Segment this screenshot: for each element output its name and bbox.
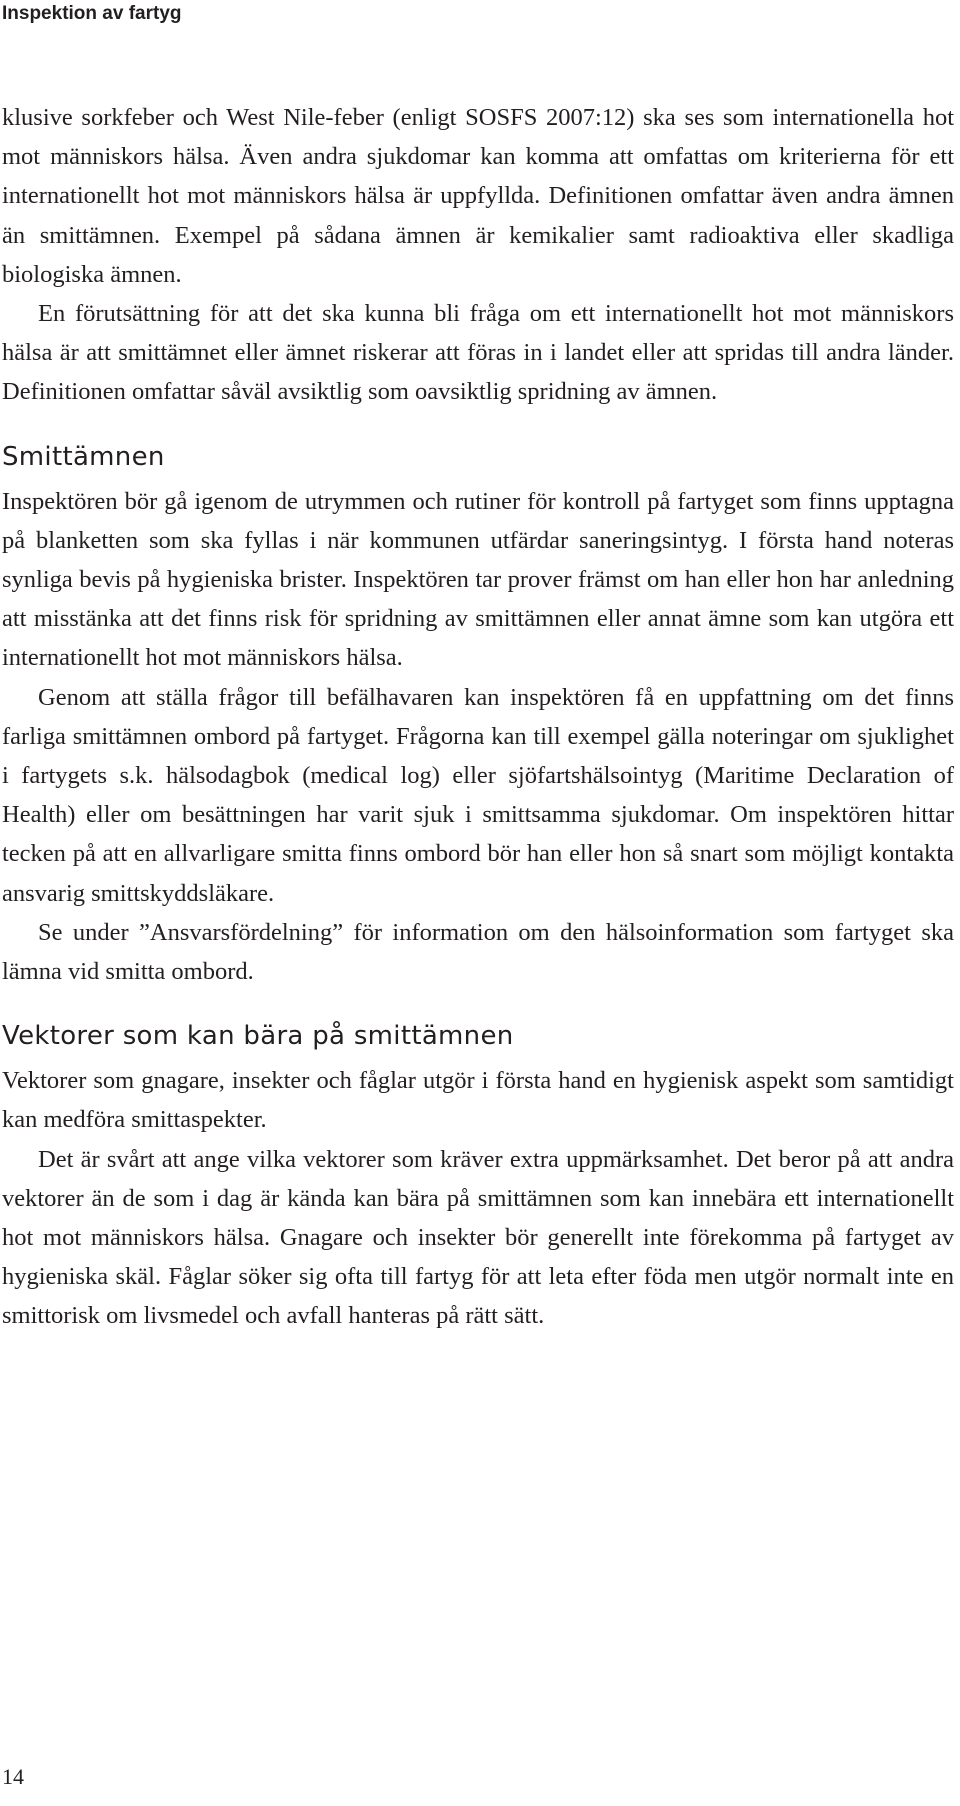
paragraph-definition: En förutsättning för att det ska kunna bli fråga om ett internationellt hot mot människors hälsa är att smittämnet eller ämnet riskerar att föras in i landet eller att spridas till andra länder. Definitionen omfattar såväl avsiktlig som oavsiktlig spridning av ämnen. (2, 300, 954, 406)
paragraph-vectors-intro: Vektorer som gnagare, insekter och fåglar utgör i första hand en hygienisk aspekt som samtidigt kan medföra smittaspekter. (2, 1067, 954, 1134)
paragraph-inspection-routines: Inspektören bör gå igenom de utrymmen och rutiner för kontroll på fartyget som finns upptagna på blanketten som ska fyllas i när kommunen utfärdar saneringsintyg. I första hand noteras synliga bevis på hygieniska brister. Inspektören tar prover främst om han eller hon har anledning att misstänka att det finns risk för spridning av smittämnen eller annat ämne som kan utgöra ett internationellt hot mot människors hälsa. (2, 487, 954, 672)
paragraph-vectors-attention: Det är svårt att ange vilka vektorer som kräver extra uppmärksamhet. Det beror på att andra vektorer än de som i dag är kända kan bära på smittämnen som kan innebära ett internationellt hot mot människors hälsa. Gnagare och insekter bör generellt inte förekomma på fartyget av hygieniska skäl. Fåglar söker sig ofta till fartyg för att leta efter föda men utgör normalt inte en smittorisk om livsmedel och avfall hanteras på rätt sätt. (2, 1145, 954, 1330)
running-header: Inspektion av fartyg (2, 3, 182, 24)
paragraph-continuation: klusive sorkfeber och West Nile-feber (enligt SOSFS 2007:12) ska ses som internationella hot mot människors hälsa. Även andra sjukdomar kan komma att omfattas om kriterierna för ett internationellt hot mot människors hälsa är uppfyllda. Definitionen omfattar även andra ämnen än smittämnen. Exempel på sådana ämnen är kemikalier samt radioaktiva eller skadliga biologiska ämnen. (2, 104, 954, 288)
document-body (2, 98, 954, 1336)
section-heading-vektorer: Vektorer som kan bära på smittämnen (2, 1021, 514, 1052)
paragraph-see-ansvarsfordelning: Se under ”Ansvarsfördelning” för information om den hälsoinformation som fartyget ska lämna vid smitta ombord. (2, 918, 954, 986)
paragraph-questions-to-master: Genom att ställa frågor till befälhavaren kan inspektören få en uppfattning om det finns farliga smittämnen ombord på fartyget. Frågorna kan till exempel gälla noteringar om sjuklighet i fartygets s.k. hälsodagbok (medical log) eller sjöfartshälsointyg (Maritime Declaration of Health) eller om besättningen har varit sjuk i smittsamma sjukdomar. Om inspektören hittar tecken på att en allvarligare smitta finns ombord bör han eller hon så snart som möjligt kontakta ansvarig smittskyddsläkare. (2, 683, 954, 907)
section-heading-smittamnen: Smittämnen (2, 441, 165, 472)
page-number: 14 (2, 1764, 24, 1789)
